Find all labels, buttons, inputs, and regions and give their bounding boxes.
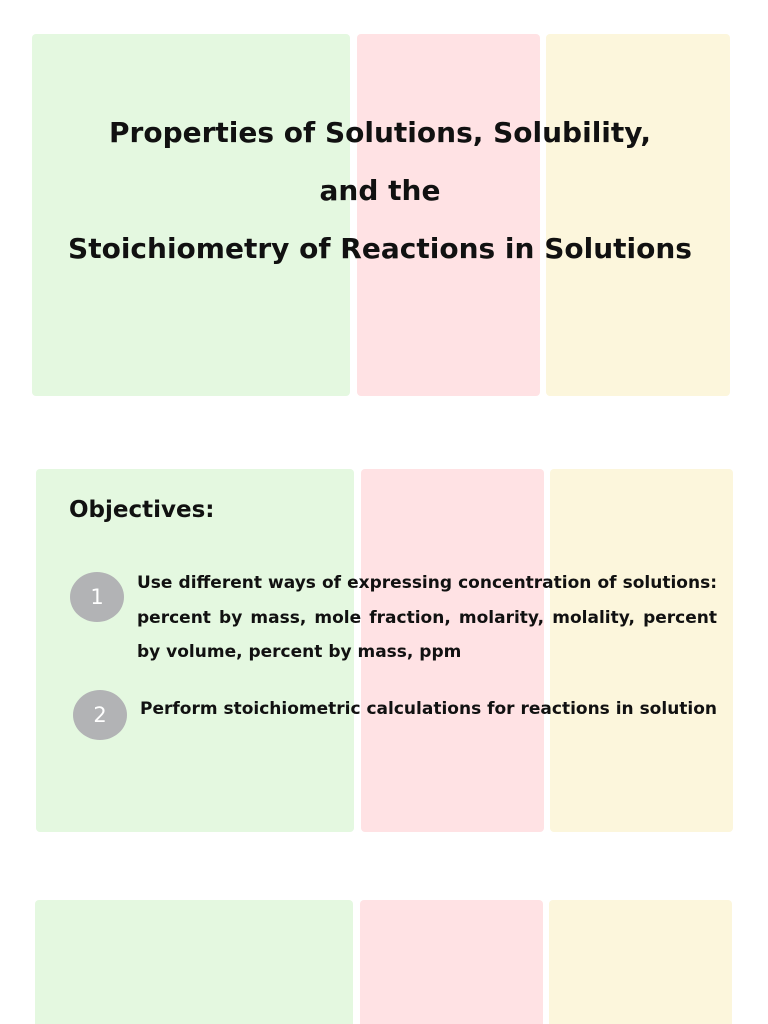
title-line-2: and the (319, 174, 441, 207)
cream-panel (549, 900, 732, 1024)
objective-text: Use different ways of expressing concentration of solutions: percent by mass, mole fraction, molarity, molality, percent by volume, percent by mass, ppm (137, 573, 717, 662)
next-slide (0, 900, 768, 1024)
objective-number-badge: 1 (70, 572, 124, 622)
objective-number-badge: 2 (73, 690, 127, 740)
objective-text: Perform stoichiometric calculations for reactions in solution (140, 699, 718, 719)
title-slide (0, 34, 768, 396)
pink-panel (360, 900, 543, 1024)
green-panel (35, 900, 353, 1024)
document-title (0, 104, 760, 278)
objectives-slide (0, 469, 768, 832)
objectives-heading: Objectives: (69, 497, 215, 523)
title-line-3: Stoichiometry of Reactions in Solutions (68, 232, 692, 265)
title-line-1: Properties of Solutions, Solubility, (109, 116, 651, 149)
